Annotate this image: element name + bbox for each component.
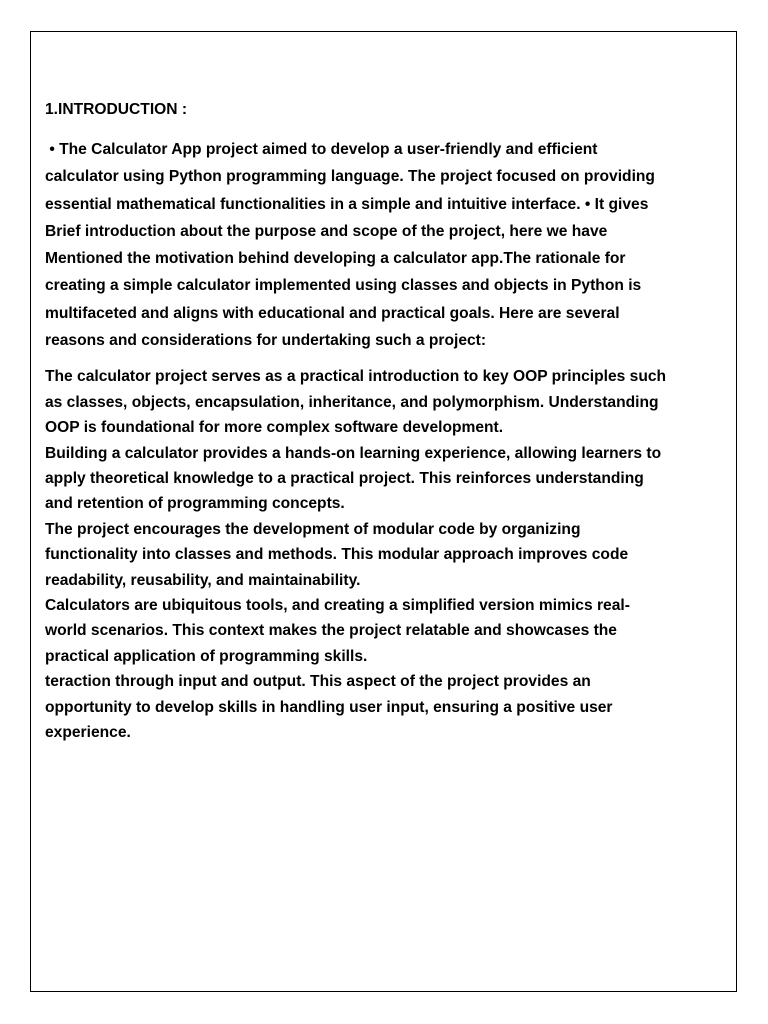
intro-line: Brief introduction about the purpose and scope of the project, here we have (45, 222, 608, 240)
body-line: Building a calculator provides a hands-on learning experience, allowing learners to (45, 444, 662, 462)
body-line: The project encourages the development of modular code by organizing (45, 520, 581, 538)
body-line: world scenarios. This context makes the project relatable and showcases the (45, 622, 617, 640)
body-line: as classes, objects, encapsulation, inheritance, and polymorphism. Understanding (45, 393, 659, 411)
body-line: functionality into classes and methods. This modular approach improves code (45, 546, 629, 564)
document-content (45, 96, 735, 745)
intro-line: calculator using Python programming language. The project focused on providing (45, 168, 655, 186)
intro-line: essential mathematical functionalities in a simple and intuitive interface. • It gives (45, 195, 649, 213)
intro-line: reasons and considerations for undertaking such a project: (45, 332, 487, 350)
body-line: OOP is foundational for more complex software development. (45, 419, 504, 437)
intro-line: • The Calculator App project aimed to develop a user-friendly and efficient (45, 141, 598, 158)
section-heading: 1.INTRODUCTION : (45, 101, 188, 118)
intro-line: creating a simple calculator implemented using classes and objects in Python is (45, 277, 642, 295)
intro-line: Mentioned the motivation behind developing a calculator app.The rationale for (45, 250, 626, 268)
body-line: teraction through input and output. This aspect of the project provides an (45, 673, 591, 691)
body-line: Calculators are ubiquitous tools, and creating a simplified version mimics real- (45, 597, 630, 615)
body-line: experience. (45, 724, 131, 742)
body-line: and retention of programming concepts. (45, 495, 345, 513)
body-line: readability, reusability, and maintainability. (45, 571, 361, 589)
document-page (30, 31, 737, 992)
intro-paragraph (45, 136, 735, 354)
body-line: opportunity to develop skills in handling user input, ensuring a positive user (45, 698, 613, 716)
body-line: The calculator project serves as a practical introduction to key OOP principles such (45, 368, 667, 386)
intro-line: multifaceted and aligns with educational and practical goals. Here are several (45, 304, 620, 322)
body-line: apply theoretical knowledge to a practical project. This reinforces understanding (45, 470, 644, 487)
body-paragraph (45, 364, 735, 745)
body-line: practical application of programming skills. (45, 647, 368, 665)
